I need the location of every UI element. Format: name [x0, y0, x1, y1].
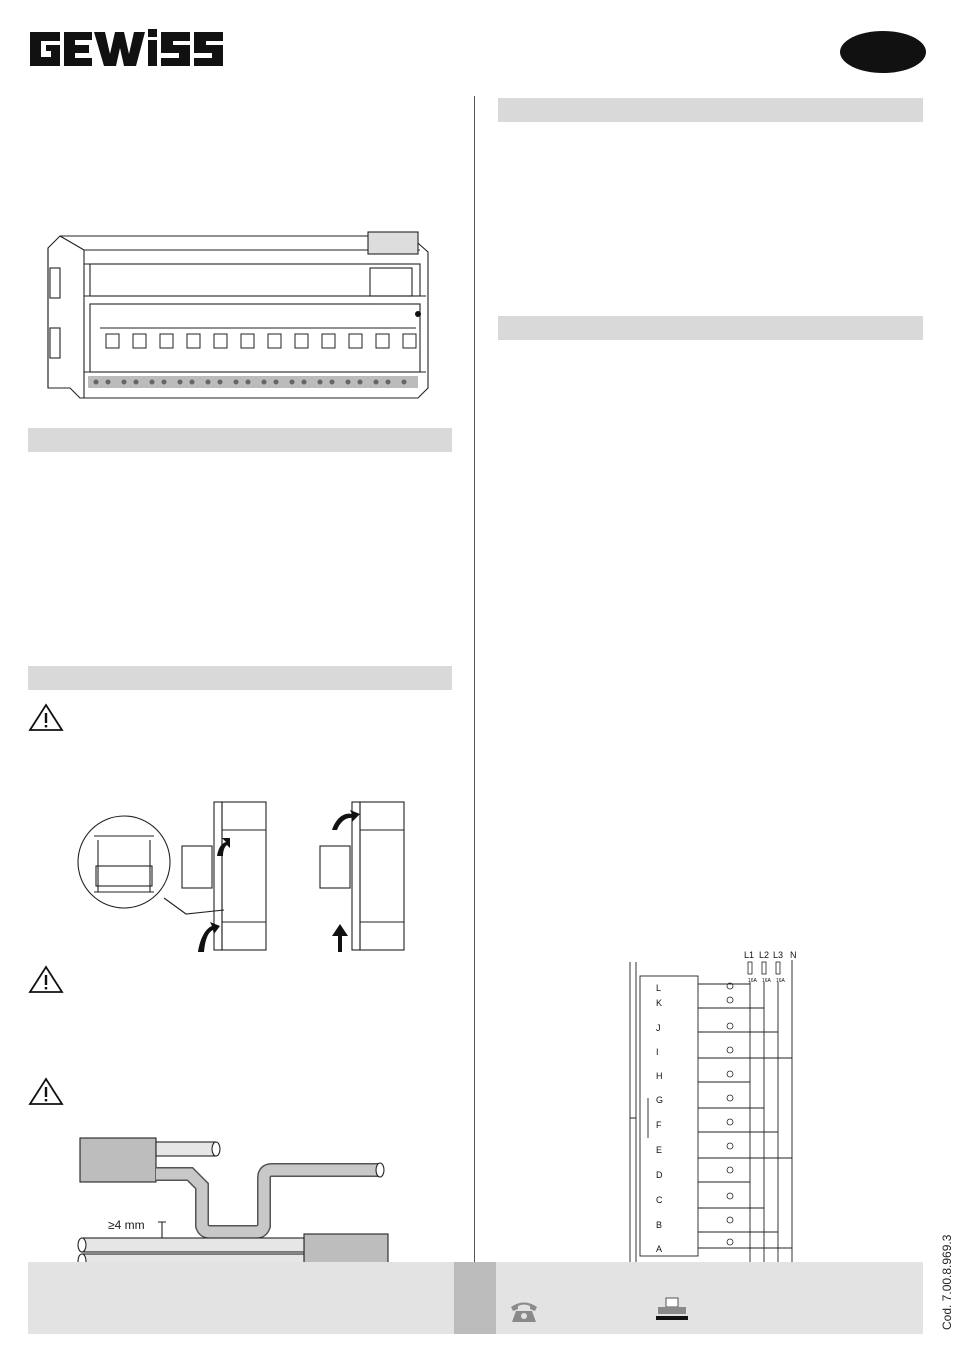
section-bar-right-1 — [498, 98, 923, 122]
svg-text:16A: 16A — [776, 978, 785, 984]
svg-text:C: C — [656, 1195, 663, 1205]
fax-icon — [654, 1296, 690, 1324]
column-divider — [474, 96, 475, 1276]
section-bar-left-2 — [28, 666, 452, 690]
svg-text:F: F — [656, 1120, 662, 1130]
cable-clearance-figure — [70, 1130, 400, 1282]
svg-text:16A: 16A — [762, 978, 771, 984]
gewiss-logo — [26, 24, 242, 74]
svg-text:B: B — [656, 1220, 663, 1230]
svg-text:H: H — [656, 1071, 663, 1081]
svg-text:I: I — [656, 1047, 659, 1057]
section-bar-left-1 — [28, 428, 452, 452]
footer-separator — [454, 1262, 496, 1334]
svg-text:D: D — [656, 1170, 663, 1180]
svg-text:E: E — [656, 1145, 663, 1155]
product-illustration — [40, 228, 432, 408]
svg-text:K: K — [656, 998, 663, 1008]
din-rail-mounting-figure — [74, 800, 414, 958]
document-code: Cod. 7.00.8.969.3 — [940, 1234, 954, 1330]
svg-text:L: L — [656, 983, 662, 993]
wiring-diagram — [618, 948, 818, 1274]
svg-text:L1: L1 — [744, 950, 755, 960]
svg-text:L2: L2 — [759, 950, 770, 960]
svg-text:J: J — [656, 1023, 661, 1033]
warning-icon — [28, 1076, 64, 1106]
warning-icon — [28, 964, 64, 994]
language-badge — [840, 31, 926, 73]
svg-text:N: N — [790, 950, 797, 960]
clearance-label: ≥4 mm — [108, 1218, 145, 1232]
svg-text:16A: 16A — [748, 978, 757, 984]
svg-text:A: A — [656, 1244, 663, 1254]
section-bar-right-2 — [498, 316, 923, 340]
svg-text:L3: L3 — [773, 950, 784, 960]
phone-icon — [508, 1298, 540, 1324]
warning-icon — [28, 702, 64, 732]
svg-text:G: G — [656, 1095, 664, 1105]
